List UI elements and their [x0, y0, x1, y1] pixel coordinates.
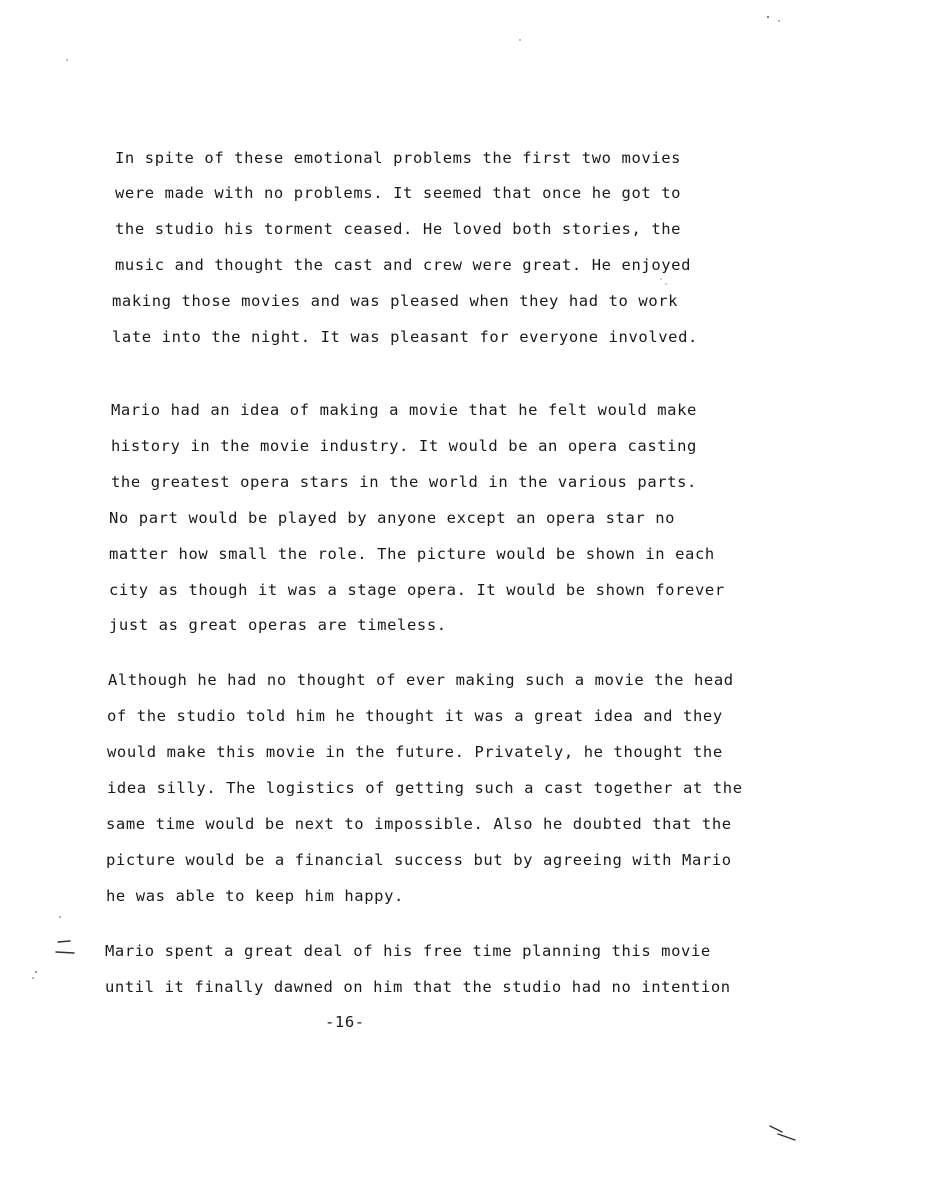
text-line: until it finally dawned on him that the studio had no intention — [105, 978, 731, 996]
text-line: late into the night. It was pleasant for everyone involved. — [112, 328, 698, 346]
text-line: music and thought the cast and crew were great. He enjoyed — [115, 256, 692, 274]
text-line: Mario had an idea of making a movie that he felt would make — [111, 401, 697, 419]
text-line: just as great operas are timeless. — [109, 616, 447, 634]
text-line: picture would be a financial success but by agreeing with Mario — [106, 851, 732, 869]
text-line: Mario spent a great deal of his free time planning this movie — [105, 942, 711, 960]
text-line: of the studio told him he thought it was a great idea and they — [107, 707, 723, 725]
text-line: In spite of these emotional problems the first two movies — [115, 149, 682, 167]
text-line: city as though it was a stage opera. It would be shown forever — [109, 581, 725, 599]
text-line: he was able to keep him happy. — [106, 887, 404, 905]
text-line: same time would be next to impossible. Also he doubted that the — [106, 815, 732, 833]
text-line: Although he had no thought of ever making such a movie the head — [108, 671, 734, 689]
text-line: were made with no problems. It seemed that once he got to — [115, 184, 682, 202]
text-line: matter how small the role. The picture would be shown in each — [109, 545, 715, 563]
text-line: No part would be played by anyone except an opera star no — [109, 509, 676, 527]
text-line: the studio his torment ceased. He loved both stories, the — [115, 220, 682, 238]
text-line: history in the movie industry. It would be an opera casting — [111, 437, 697, 455]
text-line: the greatest opera stars in the world in the various parts. — [111, 473, 697, 491]
text-line: would make this movie in the future. Privately, he thought the — [107, 743, 723, 761]
text-line: idea silly. The logistics of getting such a cast together at the — [107, 779, 743, 797]
text-line: making those movies and was pleased when they had to work — [112, 292, 679, 310]
page-number: -16- — [325, 1013, 365, 1031]
